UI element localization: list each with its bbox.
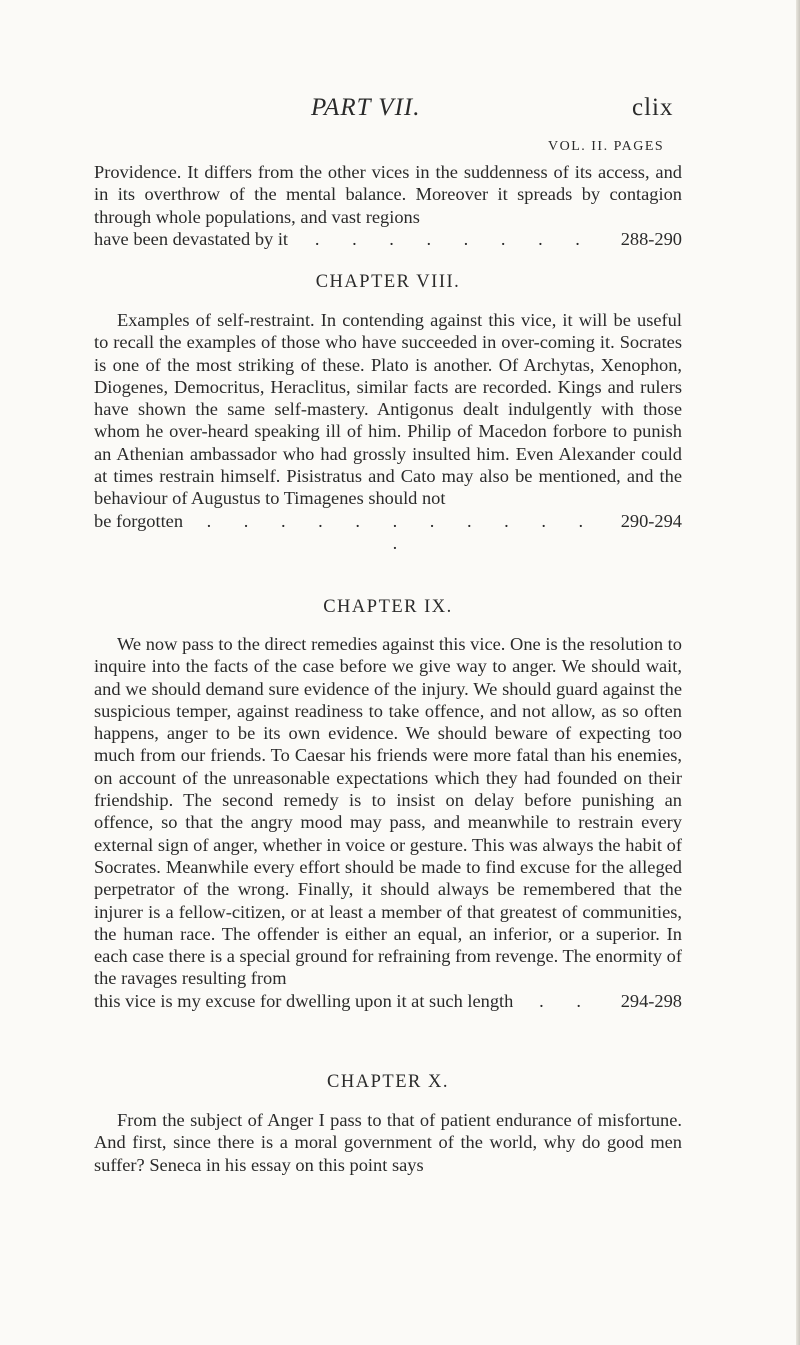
page-number: clix [632, 94, 674, 121]
section-text: Providence. It differs from the other vices in the suddenness of its access, and in its overthrow of the mental balance. Moreover it spreads by contagion through whole populations, and vast regions [94, 162, 682, 227]
dot-leader: . . [539, 990, 595, 1011]
entry-last-line: this vice is my excuse for dwelling upon it at such length [94, 990, 514, 1011]
section-text: Examples of self-restraint. In contending against this vice, it will be useful to recall the examples of those who have succeeded in over-coming it. Socrates is one of the most striking of these. Plato is another. Of Archytas, Xenophon, Diogenes, Democritus, Heraclitus, similar facts are recorded. Kings and rulers have shown the same self-mastery. Antigonus dealt indulgently with those whom he over-heard speaking ill of him. Philip of Macedon forbore to punish an Athenian ambassador who had grossly insulted him. Even Alexander could at times restrain himself. Pisistratus and Cato may also be mentioned, and the behaviour of Augustus to Timagenes should not [94, 310, 682, 509]
page-range: 290-294 [620, 510, 682, 531]
section-chapter-viii [94, 309, 682, 554]
section-text: From the subject of Anger I pass to that of patient endurance of misfortune. And first, since there is a moral government of the world, why do good men suffer? Seneca in his essay on this point says [94, 1110, 682, 1175]
part-title: PART VII. [311, 94, 421, 121]
section-chapter-x [94, 1109, 682, 1176]
dot-leader: . . . . . . . . [314, 228, 594, 249]
entry-end-line [94, 510, 682, 555]
entry-end-line [94, 228, 682, 250]
running-head [0, 94, 800, 134]
entry-end-line [94, 990, 682, 1012]
entry-last-line: be forgotten [94, 510, 184, 531]
volume-pages-label: VOL. II. PAGES [548, 139, 665, 154]
dot-leader: . . . . . . . . . . . . [206, 510, 598, 553]
chapter-heading: CHAPTER IX. [323, 597, 453, 617]
page-range: 294-298 [620, 990, 682, 1011]
section-continuation [94, 161, 682, 250]
chapter-heading: CHAPTER VIII. [315, 272, 461, 292]
entry-last-line: have been devastated by it [94, 228, 289, 249]
chapter-heading: CHAPTER X. [327, 1072, 449, 1092]
page-edge-shadow [796, 0, 800, 1345]
section-text: We now pass to the direct remedies against this vice. One is the resolution to inquire into the facts of the case before we give way to anger. We should wait, and we should demand sure evidence of the injury. We should guard against the suspicious temper, against readiness to take offence, and not allow, as so often happens, anger to be its own evidence. We should beware of expecting too much from our friends. To Caesar his friends were more fatal than his enemies, on account of the unreasonable expectations which they had founded on their friendship. The second remedy is to insist on delay before punishing an offence, so that the angry mood may pass, and meanwhile to restrain every external sign of anger, whether in voice or gesture. This was always the habit of Socrates. Meanwhile every effort should be made to find excuse for the alleged perpetrator of the wrong. Finally, it should always be remembered that the injurer is a fellow-citizen, or at least a member of that greatest of communities, the human race. The offender is either an equal, an inferior, or a superior. In each case there is a special ground for refraining from revenge. The enormity of the ravages resulting from [94, 634, 682, 989]
page-range: 288-290 [620, 228, 682, 249]
section-chapter-ix [94, 633, 682, 1012]
